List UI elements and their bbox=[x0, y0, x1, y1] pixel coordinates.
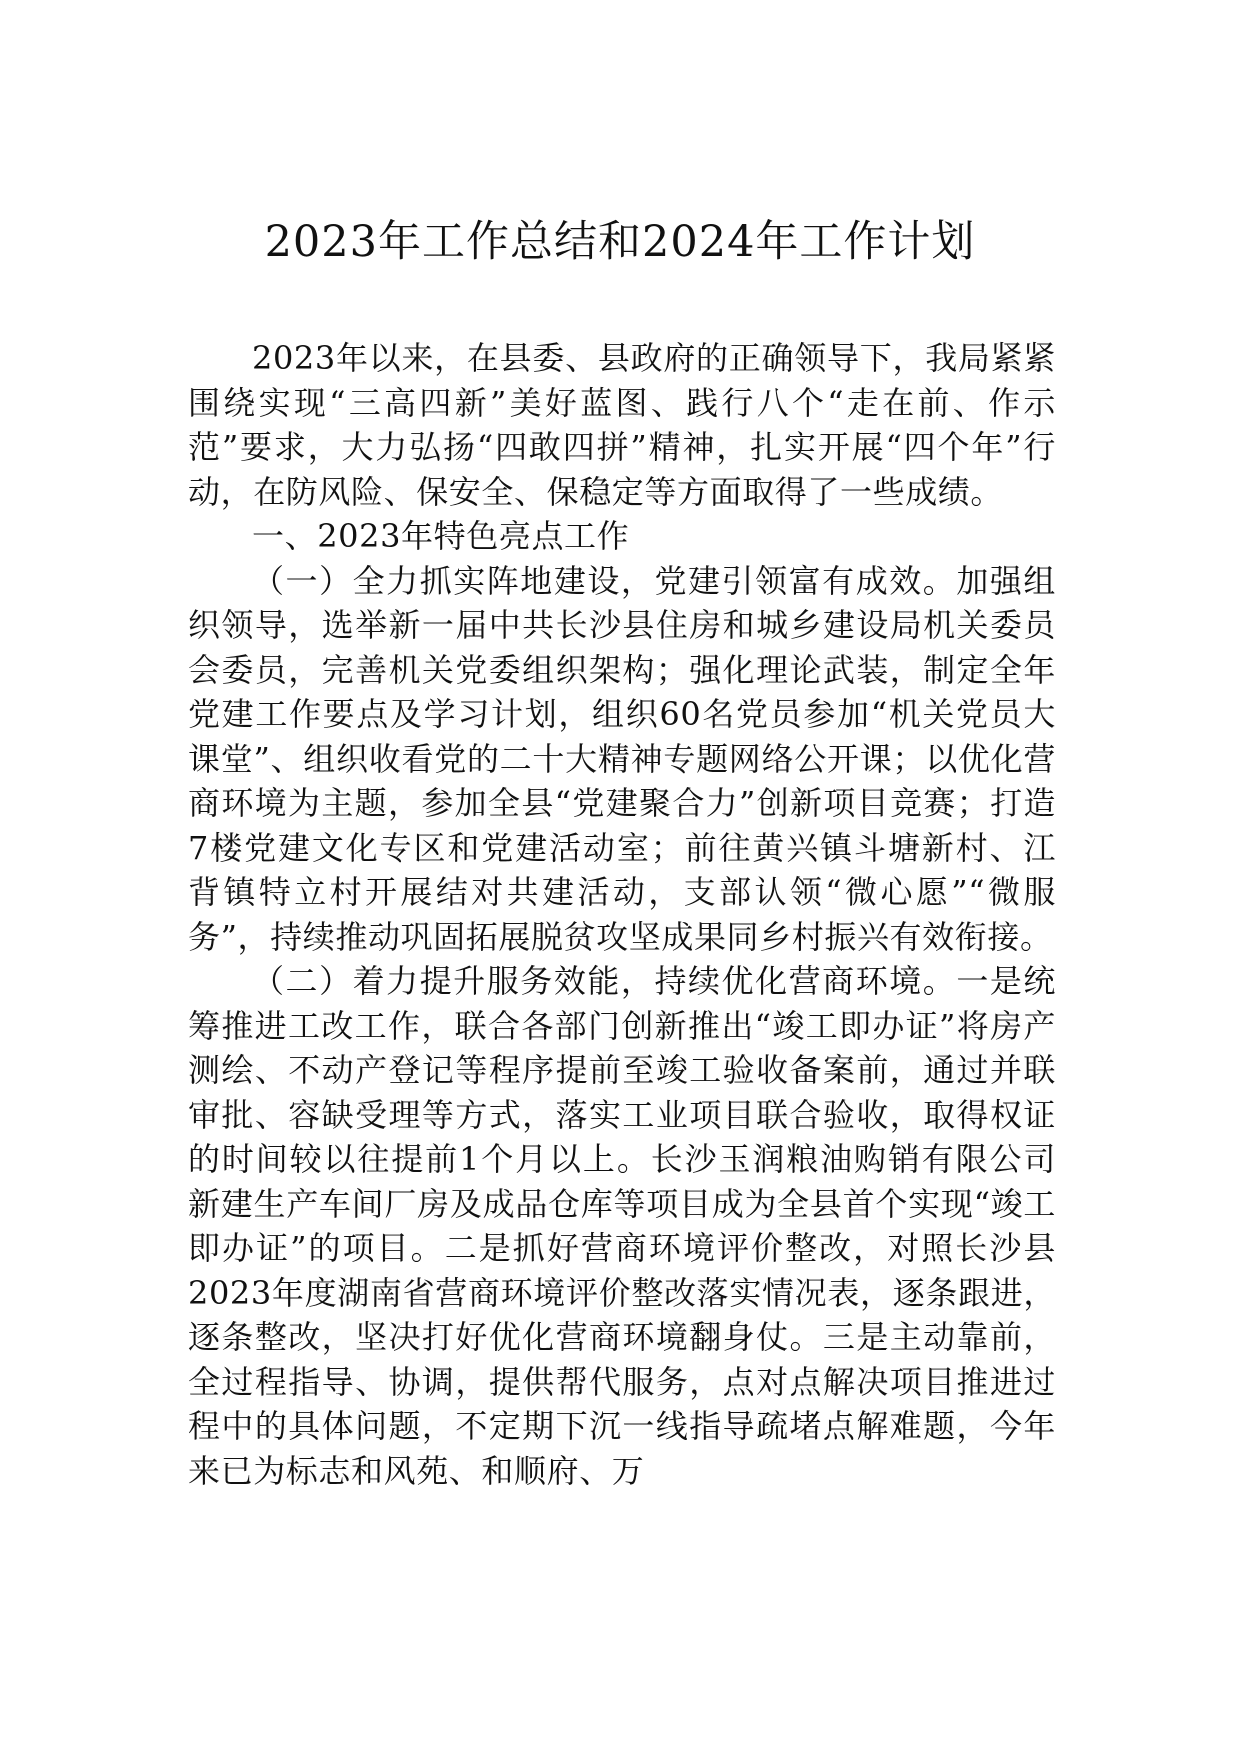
subsection-paragraph-1: （一）全力抓实阵地建设，党建引领富有成效。加强组织领导，选举新一届中共长沙县住房和城乡建设局机关委员会委员，完善机关党委组织架构；强化理论武装，制定全年党建工作要点及学习计划，组织60名党员参加“机关党员大课堂”、组织收看党的二十大精神专题网络公开课；以优化营商环境为主题，参加全县“党建聚合力”创新项目竞赛；打造7楼党建文化专区和党建活动室；前往黄兴镇斗塘新村、江背镇特立村开展结对共建活动，支部认领“微心愿”“微服务”，持续推动巩固拓展脱贫攻坚成果同乡村振兴有效衔接。 bbox=[188, 561, 1056, 956]
section-heading: 一、2023年特色亮点工作 bbox=[252, 517, 630, 555]
document-body bbox=[188, 336, 1056, 1493]
intro-paragraph: 2023年以来，在县委、县政府的正确领导下，我局紧紧围绕实现“三高四新”美好蓝图、践行八个“走在前、作示范”要求，大力弘扬“四敢四拼”精神，扎实开展“四个年”行动，在防风险、保安全、保稳定等方面取得了一些成绩。 bbox=[188, 339, 1056, 511]
subsection-paragraph-2: （二）着力提升服务效能，持续优化营商环境。一是统筹推进工改工作，联合各部门创新推出“竣工即办证”将房产测绘、不动产登记等程序提前至竣工验收备案前，通过并联审批、容缺受理等方式，落实工业项目联合验收，取得权证的时间较以往提前1个月以上。长沙玉润粮油购销有限公司新建生产车间厂房及成品仓库等项目成为全县首个实现“竣工即办证”的项目。二是抓好营商环境评价整改，对照长沙县2023年度湖南省营商环境评价整改落实情况表，逐条跟进，逐条整改，坚决打好优化营商环境翻身仗。三是主动靠前，全过程指导、协调，提供帮代服务，点对点解决项目推进过程中的具体问题，不定期下沉一线指导疏堵点解难题，今年来已为标志和风苑、和顺府、万 bbox=[188, 962, 1056, 1490]
document-title: 2023年工作总结和2024年工作计划 bbox=[264, 217, 976, 267]
